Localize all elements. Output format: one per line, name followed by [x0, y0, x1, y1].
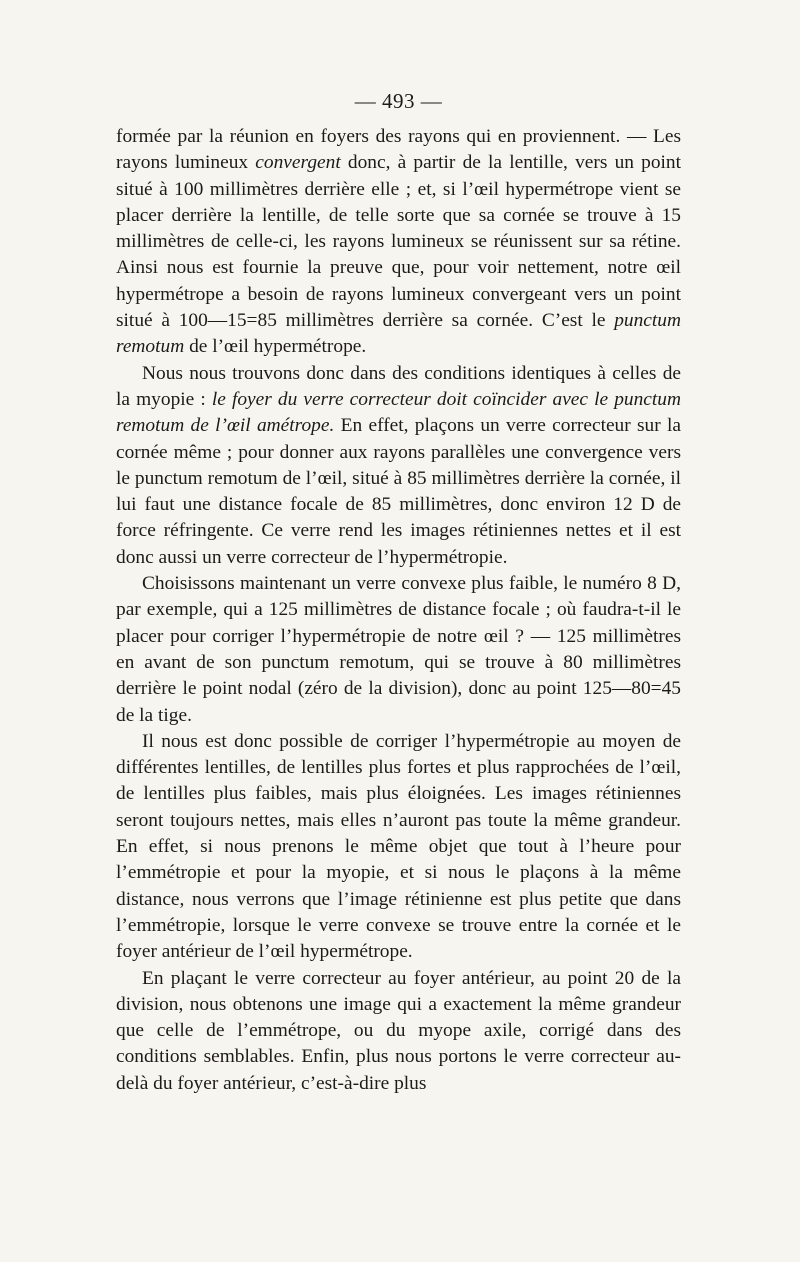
book-page — [116, 88, 681, 1097]
page-number: — 493 — — [354, 89, 443, 113]
paragraph-run: donc, à partir de la lentille, vers un point situé à 100 millimètres derrière elle ; et, si l’œil hypermétrope vient se placer derrière la lentille, de telle sorte que sa cornée se trouve à 15 millimètres de celle-ci, les rayons lumineux se réunissent sur sa rétine. Ainsi nous est fournie la preuve que, pour voir nettement, notre œil hypermétrope a besoin de rayons lumineux convergeant vers un point situé à 100—15=85 millimètres derrière sa cornée. C’est le — [116, 152, 681, 332]
paragraph-4 — [116, 729, 681, 966]
paragraph-run: En effet, plaçons un verre correcteur sur la cornée même ; pour donner aux rayons parallèles une convergence vers le punctum remotum de l’œil, situé à 85 millimètres derrière la cornée, il lui faut une distance focale de 85 millimètres, donc environ 12 D de force réfringente. Ce verre rend les images rétiniennes nettes et il est donc aussi un verre correcteur de l’hypermétropie. — [116, 415, 682, 568]
paragraph-run: formée par la réunion en foyers des rayons qui en proviennent. — Les rayons lumineux — [116, 126, 681, 174]
paragraph-run: Choisissons maintenant un verre convexe plus faible, le numéro 8 D, par exemple, qui a 125 millimètres de distance focale ; où faudra-t-il le placer pour corriger l’hypermétropie de notre œil ? — 125 millimètres en avant de son punctum remotum, qui se trouve à 80 millimètres derrière le point nodal (zéro de la division), donc au point 125—80=45 de la tige. — [116, 573, 681, 726]
paragraph-run: Il nous est donc possible de corriger l’hypermétropie au moyen de différentes lentilles, de lentilles plus fortes et plus rapprochées de l’œil, de lentilles plus faibles, mais plus éloignées. Les images rétiniennes seront toujours nettes, mais elles n’auront pas toute la même grandeur. En effet, si nous prenons le même objet que tout à l’heure pour l’emmétropie et pour la myopie, et si nous le plaçons à la même distance, nous verrons que l’image rétinienne est plus petite que dans l’emmétropie, lorsque le verre convexe se trouve entre la cornée et le foyer antérieur de l’œil hypermétrope. — [116, 730, 681, 963]
italic-run: convergent — [255, 152, 341, 174]
paragraph-3 — [116, 571, 681, 729]
paragraph-1 — [116, 124, 681, 361]
paragraph-run: de l’œil hypermétrope. — [184, 336, 367, 358]
paragraph-run: Nous nous trouvons donc dans des conditions identiques à celles de la myopie : — [116, 362, 681, 410]
italic-run: punctum remotum — [116, 310, 681, 358]
paragraph-run: En plaçant le verre correcteur au foyer antérieur, au point 20 de la division, nous obtenons une image qui a exactement la même grandeur que celle de l’emmétrope, ou du myope axile, corrigé dans des conditions semblables. Enfin, plus nous portons le verre correcteur au-delà du foyer antérieur, c’est-à-dire plus — [116, 967, 681, 1094]
paragraph-2 — [116, 361, 681, 571]
paragraph-5 — [116, 966, 681, 1097]
italic-run: le foyer du verre correcteur doit coïncider avec le punctum remotum de l’œil amétrope. — [116, 388, 681, 437]
